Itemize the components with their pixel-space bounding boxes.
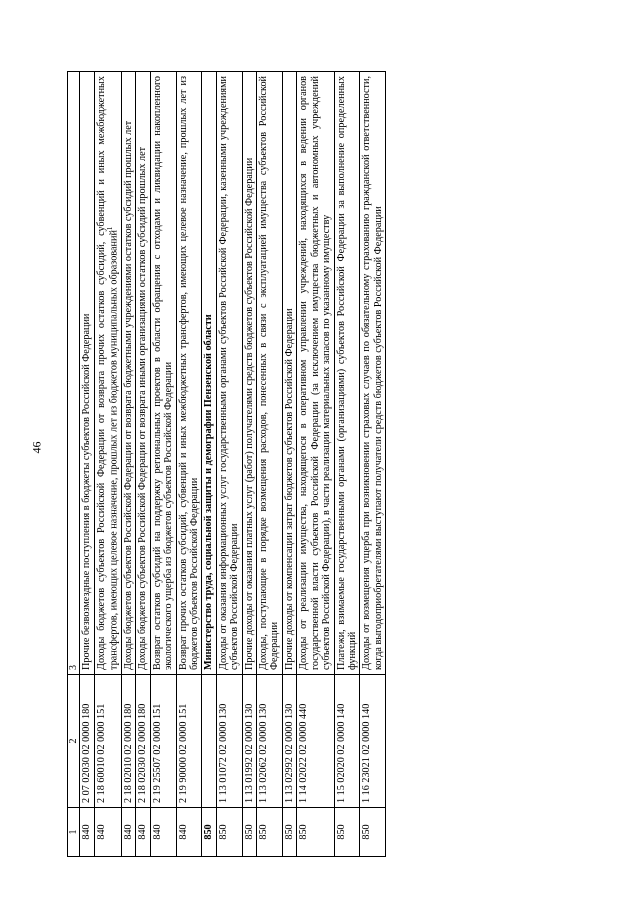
table-row xyxy=(282,72,296,857)
description-cell xyxy=(150,72,176,675)
table-row xyxy=(242,72,256,857)
table-row xyxy=(176,72,202,857)
revenue-code-cell: 2 18 60010 02 0000 151 xyxy=(94,675,121,808)
admin-code-cell: 850 xyxy=(257,808,283,857)
admin-code-cell: 840 xyxy=(80,808,94,857)
header-col-1: 1 xyxy=(68,808,80,857)
rotated-table-container xyxy=(67,71,612,857)
description-cell xyxy=(360,72,386,675)
footnote-marker: 1 xyxy=(106,226,115,231)
table-row xyxy=(80,72,94,857)
description-cell xyxy=(242,72,256,675)
revenue-code-cell: 2 07 02030 02 0000 180 xyxy=(80,675,94,808)
revenue-code-cell: 2 18 02030 02 0000 180 xyxy=(136,675,150,808)
table-row xyxy=(360,72,386,857)
admin-code-cell: 850 xyxy=(242,808,256,857)
description-text: Возврат прочих остатков субсидий, субвенций и иных межбюджетных трансфертов, имеющих целевое назначение, прошлых лет из бюджетов субъектов Российской Федерации xyxy=(177,76,200,670)
table-row xyxy=(216,72,242,857)
table-row xyxy=(202,72,216,857)
description-cell xyxy=(202,72,216,675)
description-text: Доходы бюджетов субъектов Российской Федерации от возврата бюджетными учреждениями остатков субсидий прошлых лет xyxy=(122,120,134,670)
description-text: Прочие доходы от оказания платных услуг (работ) получателями средств бюджетов субъектов Российской Федерации xyxy=(243,157,255,670)
admin-code-cell: 840 xyxy=(121,808,135,857)
description-text: Прочие безвозмездные поступления в бюджеты субъектов Российской Федерации xyxy=(81,313,93,670)
description-cell xyxy=(257,72,283,675)
table-row xyxy=(257,72,283,857)
description-cell xyxy=(136,72,150,675)
revenue-code-cell: 1 13 01992 02 0000 130 xyxy=(242,675,256,808)
page-number: 46 xyxy=(29,441,44,454)
admin-code-cell: 840 xyxy=(176,808,202,857)
description-cell xyxy=(80,72,94,675)
description-cell xyxy=(334,72,360,675)
description-cell xyxy=(216,72,242,675)
admin-code-cell: 850 xyxy=(360,808,386,857)
description-text: Доходы бюджетов субъектов Российской Федерации от возврата прочих остатков субсидий, субвенций и иных межбюджетных трансфертов, имеющих целевое назначение, прошлых лет из бюджетов муниципальных образований xyxy=(95,76,120,670)
admin-code-cell: 840 xyxy=(94,808,121,857)
table-row xyxy=(121,72,135,857)
description-cell xyxy=(282,72,296,675)
header-col-2: 2 xyxy=(68,675,80,808)
admin-code-cell: 840 xyxy=(150,808,176,857)
description-cell xyxy=(121,72,135,675)
revenue-code-cell: 1 15 02020 02 0000 140 xyxy=(334,675,360,808)
revenue-code-cell: 1 13 02992 02 0000 130 xyxy=(282,675,296,808)
table-row xyxy=(334,72,360,857)
description-text: Министерство труда, социальной защиты и демографии Пензенской области xyxy=(203,314,215,670)
description-text: Доходы, поступающие в порядке возмещения расходов, понесенных в связи с эксплуатацией имущества субъектов Российской Федерации xyxy=(258,76,281,670)
description-cell xyxy=(176,72,202,675)
revenue-code-cell: 1 13 02062 02 0000 130 xyxy=(257,675,283,808)
admin-code-cell: 850 xyxy=(297,808,334,857)
revenue-code-cell xyxy=(202,675,216,808)
header-col-3: 3 xyxy=(68,72,80,675)
admin-code-cell: 850 xyxy=(202,808,216,857)
description-cell xyxy=(94,72,121,675)
description-text: Прочие доходы от компенсации затрат бюджетов субъектов Российской Федерации xyxy=(283,308,295,670)
description-text: Доходы от реализации имущества, находящегося в оперативном управлении учреждений, находящихся в ведении органов государственной власти субъектов Российской Федерации (за исключением имущества бюджетных и автономных учреждений субъектов Российской Федерации), в части реализации материальных запасов по указанному имуществу xyxy=(298,76,333,670)
table-row xyxy=(94,72,121,857)
revenue-code-cell: 2 18 02010 02 0000 180 xyxy=(121,675,135,808)
revenue-codes-table xyxy=(67,71,386,857)
description-text: Доходы бюджетов субъектов Российской Федерации от возврата иными организациями остатков субсидий прошлых лет xyxy=(137,146,149,670)
admin-code-cell: 850 xyxy=(216,808,242,857)
description-text: Возврат остатков субсидий на поддержку региональных проектов в области обращения с отходами и ликвидации накопленного экологического ущерба из бюджетов субъектов Российской Федерации xyxy=(151,76,175,670)
revenue-code-cell: 2 19 90000 02 0000 151 xyxy=(176,675,202,808)
table-header-row xyxy=(68,72,80,857)
revenue-code-cell: 2 19 25507 02 0000 151 xyxy=(150,675,176,808)
description-cell xyxy=(297,72,334,675)
description-text: Доходы от возмещения ущерба при возникновении страховых случаев по обязательному страхованию гражданской ответственности, когда выгодоприобретателями выступают получатели средств бюджетов субъектов Российской Федерации xyxy=(361,76,384,670)
admin-code-cell: 840 xyxy=(136,808,150,857)
revenue-code-cell: 1 16 23021 02 0000 140 xyxy=(360,675,386,808)
table-row xyxy=(136,72,150,857)
table-row xyxy=(150,72,176,857)
description-text: Доходы от оказания информационных услуг государственными органами субъектов Российской Федерации, казенными учреждениями субъектов Российской Федерации xyxy=(217,76,241,670)
table-row xyxy=(297,72,334,857)
admin-code-cell: 850 xyxy=(282,808,296,857)
table-body xyxy=(80,72,386,857)
admin-code-cell: 850 xyxy=(334,808,360,857)
revenue-code-cell: 1 14 02022 02 0000 440 xyxy=(297,675,334,808)
description-text: Платежи, взимаемые государственными органами (организациями) субъектов Российской Федерации за выполнение определенных функций xyxy=(335,76,359,670)
revenue-code-cell: 1 13 01072 02 0000 130 xyxy=(216,675,242,808)
